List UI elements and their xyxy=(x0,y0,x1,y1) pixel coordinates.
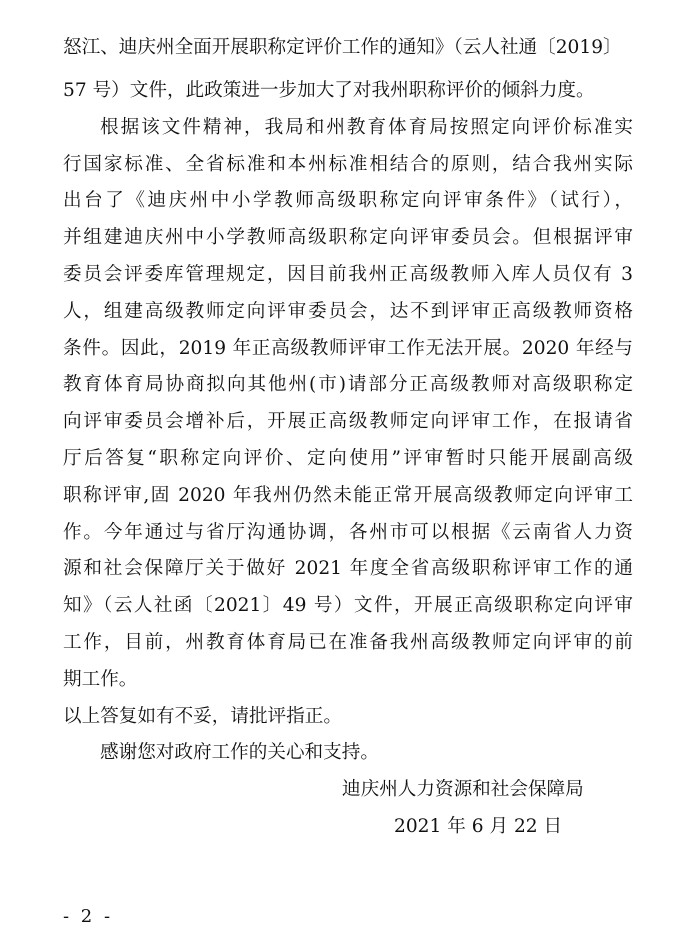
body-line: 工作，目前，州教育体育局已在准备我州高级教师定向评审的前 xyxy=(63,632,633,653)
body-line: 源和社会保障厅关于做好 2021 年度全省高级职称评审工作的通 xyxy=(63,558,633,579)
body-line: 知》（云人社函〔2021〕49 号）文件，开展正高级职称定向评审 xyxy=(63,595,633,616)
body-line: 教育体育局协商拟向其他州(市)请部分正高级教师对高级职称定 xyxy=(63,374,633,395)
body-line: 作。今年通过与省厅沟通协调，各州市可以根据《云南省人力资 xyxy=(63,522,633,543)
body-line: 怒江、迪庆州全面开展职称定评价工作的通知》（云人社通〔2019〕 xyxy=(63,37,622,58)
body-line: 期工作。 xyxy=(63,669,138,690)
body-line: 并组建迪庆州中小学教师高级职称定向评审委员会。但根据评审 xyxy=(63,227,633,248)
body-line: 职称评审,固 2020 年我州仍然未能正常开展高级教师定向评审工 xyxy=(63,485,633,506)
paragraph-start-line: 根据该文件精神，我局和州教育体育局按照定向评价标准实 xyxy=(100,117,633,138)
body-line: 出台了《迪庆州中小学教师高级职称定向评审条件》（试行）， xyxy=(63,190,633,211)
closing-thanks-line: 感谢您对政府工作的关心和支持。 xyxy=(100,742,379,763)
body-line: 委员会评委库管理规定，因目前我州正高级教师入库人员仅有 3 xyxy=(63,264,633,285)
body-line: 人，组建高级教师定向评审委员会，达不到评审正高级教师资格 xyxy=(63,301,633,322)
body-line: 厅后答复“职称定向评价、定向使用”评审暂时只能开展副高级 xyxy=(63,448,633,469)
closing-line: 以上答复如有不妥，请批评指正。 xyxy=(63,706,342,727)
body-line: 行国家标准、全省标准和本州标准相结合的原则，结合我州实际 xyxy=(63,154,633,175)
body-line: 向评审委员会增补后，开展正高级教师定向评审工作，在报请省 xyxy=(63,411,633,432)
signature-org: 迪庆州人力资源和社会保障局 xyxy=(342,779,584,800)
body-line: 57 号）文件，此政策进一步加大了对我州职称评价的倾斜力度。 xyxy=(63,80,595,101)
body-line: 条件。因此，2019 年正高级教师评审工作无法开展。2020 年经与 xyxy=(63,338,633,359)
signature-date: 2021 年 6 月 22 日 xyxy=(394,816,563,837)
page-number: - 2 - xyxy=(63,906,114,927)
